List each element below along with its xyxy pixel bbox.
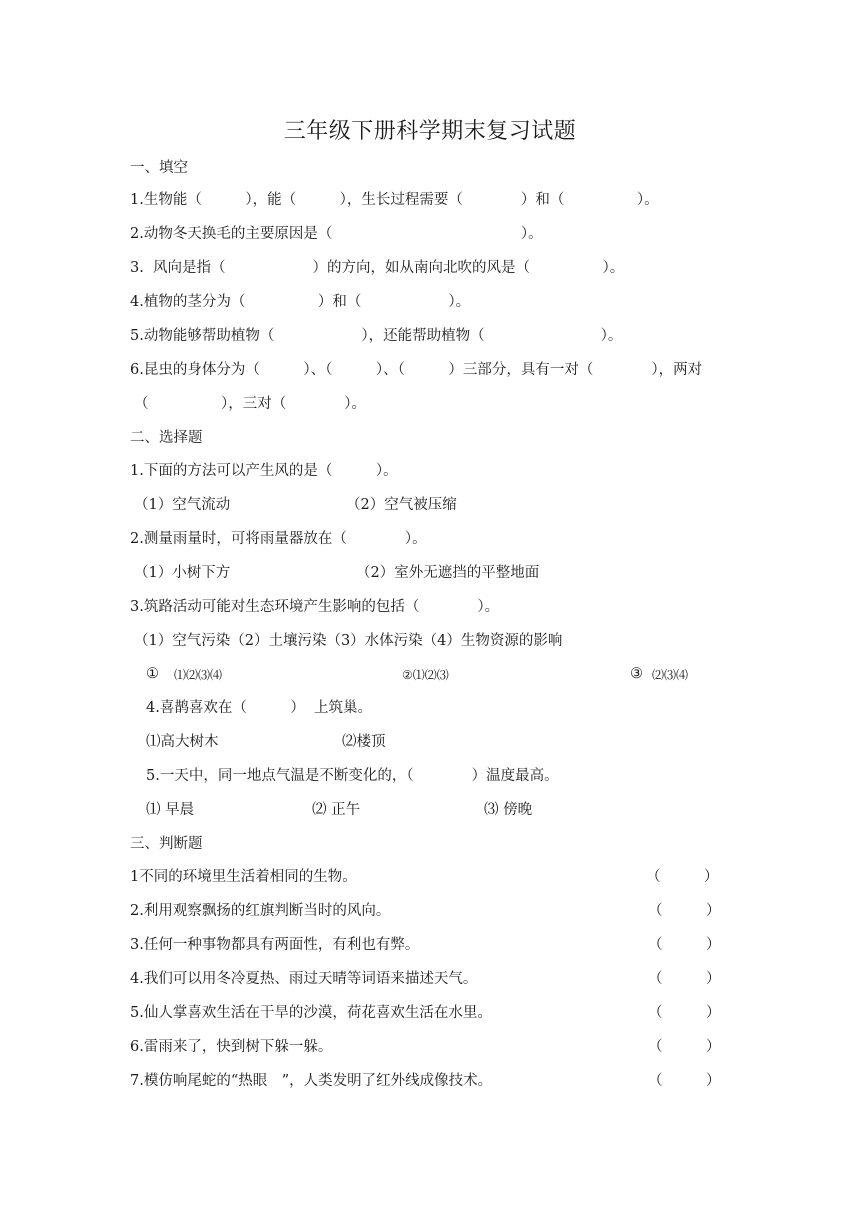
choice-3-option-3: ⑵⑶⑷ — [652, 668, 689, 682]
tf-question-5: 5.仙人掌喜欢生活在干旱的沙漠，荷花喜欢生活在水里。 — [130, 1005, 492, 1021]
tf-question-4: 4.我们可以用冬冷夏热、雨过天晴等词语来描述天气。 — [130, 971, 478, 987]
tf-question-2: 2.利用观察飘扬的红旗判断当时的风向。 — [130, 903, 391, 919]
choice-2-option-1: （1）小树下方 — [134, 565, 231, 581]
choice-question-5: 5.一天中，同一地点气温是不断变化的，（ ）温度最高。 — [146, 768, 559, 784]
fill-question-5: 5.动物能够帮助植物（ ），还能帮助植物（ ）。 — [130, 328, 623, 344]
tf-answer-blank-5: （ ） — [648, 1005, 721, 1021]
choice-3-option-2: ②⑴⑵⑶ — [402, 668, 449, 682]
choice-question-2: 2.测量雨量时，可将雨量器放在（ ）。 — [130, 531, 427, 547]
tf-answer-blank-2: （ ） — [648, 903, 721, 919]
fill-question-4: 4.植物的茎分为（ ）和（ ）。 — [130, 294, 471, 310]
fill-question-6-line-1: 6.昆虫的身体分为（ ）、（ ）、（ ）三部分，具有一对（ ），两对 — [130, 362, 703, 378]
tf-answer-blank-3: （ ） — [648, 937, 721, 953]
choice-1-option-1: （1）空气流动 — [134, 497, 231, 513]
tf-question-7: 7.模仿响尾蛇的“热眼 ”，人类发明了红外线成像技术。 — [130, 1073, 493, 1089]
choice-3-option-3-mark: ③ — [630, 666, 643, 682]
tf-question-6: 6.雷雨来了，快到树下躲一躲。 — [130, 1039, 333, 1055]
page-title: 三年级下册科学期末复习试题 — [283, 119, 577, 144]
choice-3-option-1-mark: ① — [146, 666, 159, 682]
section-heading-true-false: 三、判断题 — [130, 836, 203, 852]
fill-question-3: 3. 风向是指（ ）的方向，如从南向北吹的风是（ ）。 — [130, 260, 625, 276]
choice-2-option-2: （2）室外无遮挡的平整地面 — [356, 565, 540, 581]
choice-question-1: 1.下面的方法可以产生风的是（ ）。 — [130, 463, 398, 479]
choice-question-3: 3.筑路活动可能对生态环境产生影响的包括（ ）。 — [130, 599, 500, 615]
choice-5-option-1: ⑴ 早晨 — [146, 802, 195, 818]
choice-1-option-2: （2）空气被压缩 — [346, 497, 457, 513]
tf-answer-blank-4: （ ） — [648, 971, 721, 987]
section-heading-fill-blank: 一、填空 — [130, 160, 188, 176]
tf-question-3: 3.任何一种事物都具有两面性，有利也有弊。 — [130, 937, 420, 953]
tf-question-1: 1不同的环境里生活着相同的生物。 — [130, 869, 357, 885]
fill-question-2: 2.动物冬天换毛的主要原因是（ ）。 — [130, 226, 543, 242]
tf-answer-blank-6: （ ） — [648, 1039, 721, 1055]
choice-question-4: 4.喜鹊喜欢在（ ） 上筑巢。 — [146, 700, 373, 716]
tf-answer-blank-1: （ ） — [646, 869, 719, 885]
choice-3-list: （1）空气污染（2）土壤污染（3）水体污染（4）生物资源的影响 — [134, 633, 563, 649]
fill-question-6-line-2: （ ），三对（ ）。 — [134, 396, 366, 412]
choice-4-option-1: ⑴高大树木 — [146, 734, 219, 750]
choice-3-option-1: ⑴⑵⑶⑷ — [174, 668, 223, 682]
choice-5-option-2: ⑵ 正午 — [312, 802, 361, 818]
tf-answer-blank-7: （ ） — [648, 1073, 721, 1089]
section-heading-choice: 二、选择题 — [130, 430, 203, 446]
choice-5-option-3: ⑶ 傍晚 — [484, 802, 533, 818]
fill-question-1: 1.生物能（ ），能（ ），生长过程需要（ ）和（ ）。 — [130, 192, 659, 208]
choice-4-option-2: ⑵楼顶 — [342, 734, 386, 750]
